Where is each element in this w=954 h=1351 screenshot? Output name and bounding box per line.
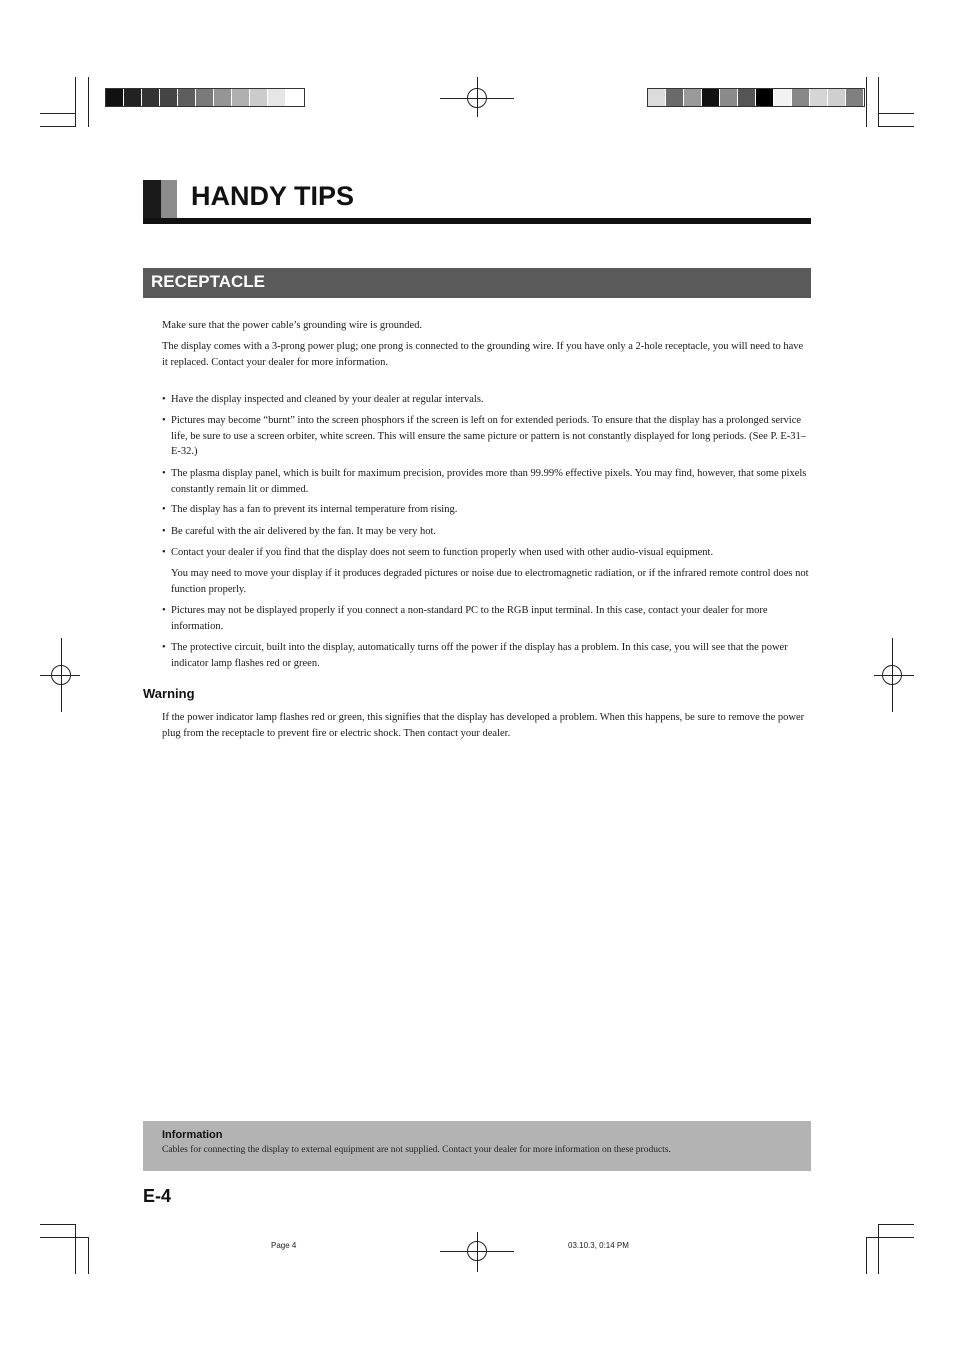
calibration-swatch: [106, 89, 124, 106]
section-title: RECEPTACLE: [151, 272, 265, 291]
information-text: Cables for connecting the display to external equipment are not supplied. Contact your dealer for more information on these products.: [162, 1145, 671, 1155]
calibration-swatch: [720, 89, 738, 106]
paragraph-plug: The display comes with a 3-prong power plug; one prong is connected to the grounding wire. If you have only a 2-hole receptacle, you will need to have it replaced. Contact your dealer for more information.: [162, 341, 804, 368]
calibration-bar-right: [648, 89, 864, 106]
footer-timestamp: 03.10.3, 0:14 PM: [568, 1241, 629, 1250]
registration-mark-right: [874, 638, 914, 712]
information-box: [143, 1121, 811, 1171]
calibration-swatch: [702, 89, 720, 106]
page-number: E-4: [143, 1186, 172, 1206]
calibration-swatch: [178, 89, 196, 106]
calibration-swatch: [648, 89, 666, 106]
registration-mark-left: [40, 638, 80, 712]
bullet-dot: •: [162, 415, 166, 426]
title-underline: [143, 218, 811, 224]
bullet-dot: •: [162, 504, 166, 515]
bullet-dot: •: [162, 526, 166, 537]
calibration-swatch: [214, 89, 232, 106]
calibration-swatch: [124, 89, 142, 106]
bullet-dot: •: [162, 605, 166, 616]
calibration-swatch: [286, 89, 304, 106]
warning-heading: Warning: [143, 686, 195, 701]
calibration-swatch: [738, 89, 756, 106]
title-marker-light: [161, 180, 177, 218]
bullet-dot: •: [162, 394, 166, 405]
calibration-swatch: [756, 89, 774, 106]
calibration-swatch: [828, 89, 846, 106]
bullet-dot: •: [162, 468, 166, 479]
registration-mark-top: [440, 77, 514, 117]
bullet-dot: •: [162, 642, 166, 653]
page-title: HANDY TIPS: [191, 181, 355, 211]
footer-page-label: Page 4: [271, 1241, 297, 1250]
calibration-swatch: [250, 89, 268, 106]
information-heading: Information: [162, 1129, 223, 1141]
calibration-swatch: [846, 89, 864, 106]
title-marker-dark: [143, 180, 161, 218]
calibration-swatch: [142, 89, 160, 106]
registration-mark-bottom: [440, 1232, 514, 1272]
page-title-block: [143, 180, 811, 224]
calibration-swatch: [268, 89, 286, 106]
calibration-swatch: [160, 89, 178, 106]
section-header: [143, 268, 811, 298]
calibration-swatch: [232, 89, 250, 106]
calibration-swatch: [774, 89, 792, 106]
calibration-swatch: [666, 89, 684, 106]
calibration-swatch: [684, 89, 702, 106]
warning-text: If the power indicator lamp flashes red or green, this signifies that the display has developed a problem. When this happens, be sure to remove the power plug from the receptacle to prevent fire or electric shock. Then contact your dealer.: [162, 712, 805, 739]
paragraph-grounding: Make sure that the power cable’s grounding wire is grounded.: [162, 320, 423, 331]
calibration-swatch: [196, 89, 214, 106]
bullet-dot: •: [162, 547, 166, 558]
calibration-bar-left: [106, 89, 304, 106]
calibration-swatch: [792, 89, 810, 106]
calibration-swatch: [810, 89, 828, 106]
